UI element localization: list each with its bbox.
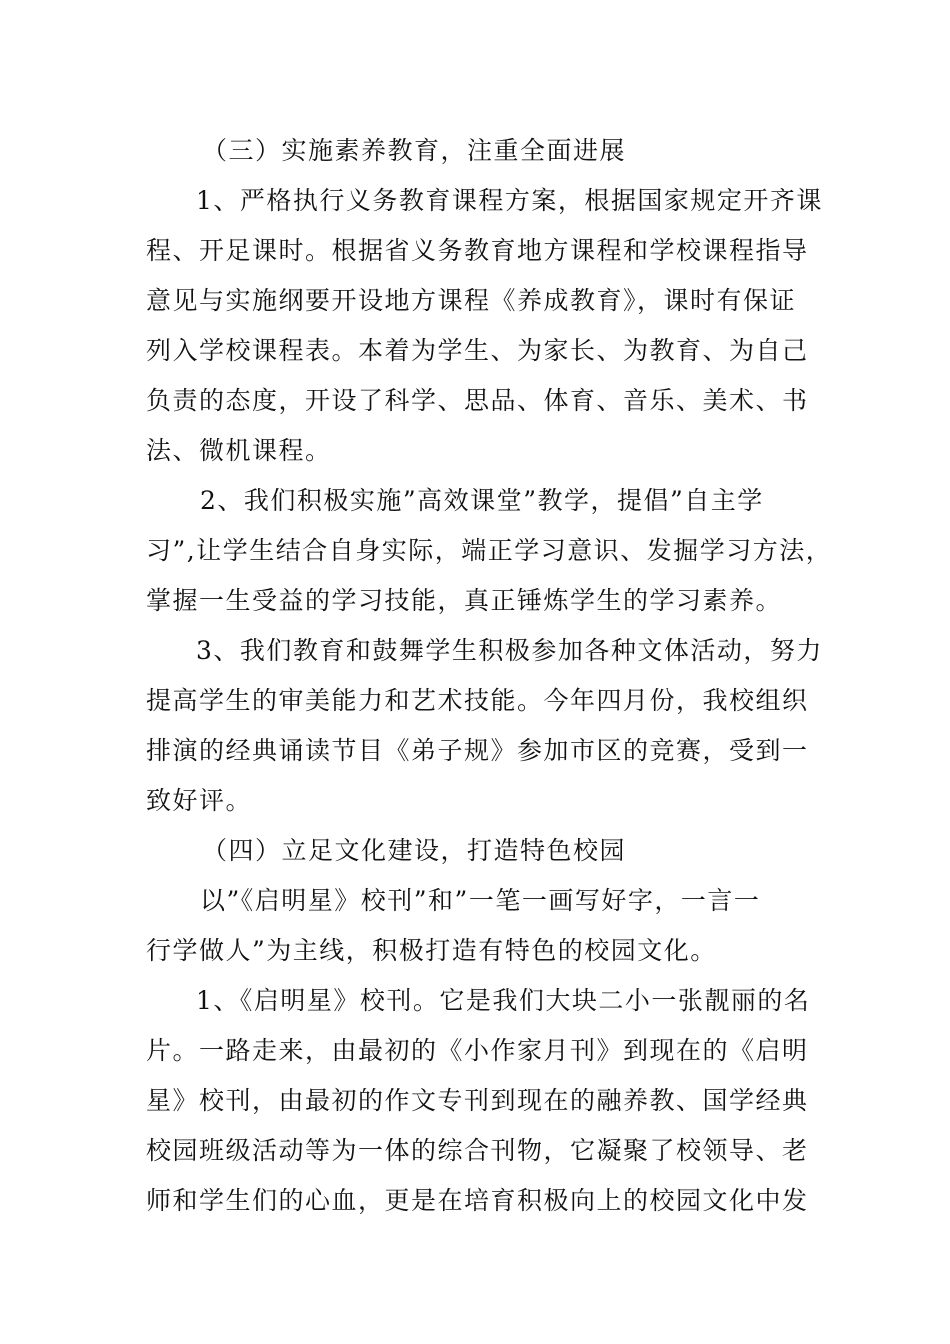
paragraph-line: 师和学生们的心血，更是在培育积极向上的校园文化中发 <box>146 1186 809 1215</box>
paragraph-line: 以”《启明星》校刊”和”一笔一画写好字，一言一 <box>200 886 761 915</box>
paragraph-line: 掌握一生受益的学习技能，真正锤炼学生的学习素养。 <box>146 586 783 615</box>
paragraph-line: 负责的态度，开设了科学、思品、体育、音乐、美术、书 <box>146 386 809 415</box>
paragraph-line: 法、微机课程。 <box>146 436 332 465</box>
paragraph-line: 列入学校课程表。本着为学生、为家长、为教育、为自己 <box>146 336 809 365</box>
paragraph-line: 2、我们积极实施”高效课堂”教学，提倡”自主学 <box>200 486 764 515</box>
paragraph-line: 1、严格执行义务教育课程方案，根据国家规定开齐课 <box>196 186 823 215</box>
paragraph-line: 习”,让学生结合自身实际，端正学习意识、发掘学习方法， <box>146 536 833 565</box>
paragraph-line: 星》校刊，由最初的作文专刊到现在的融养教、国学经典 <box>146 1086 809 1115</box>
paragraph-line: 校园班级活动等为一体的综合刊物，它凝聚了校领导、老 <box>146 1136 809 1165</box>
section-heading-4: （四）立足文化建设，打造特色校园 <box>202 836 627 865</box>
paragraph-line: 致好评。 <box>146 786 253 815</box>
paragraph-line: 行学做人”为主线，积极打造有特色的校园文化。 <box>146 936 717 965</box>
paragraph-line: 意见与实施纲要开设地方课程《养成教育》，课时有保证 <box>146 286 797 315</box>
section-heading-3: （三）实施素养教育，注重全面进展 <box>202 136 627 165</box>
document-body <box>146 126 833 1226</box>
paragraph-line: 3、我们教育和鼓舞学生积极参加各种文体活动，努力 <box>196 636 823 665</box>
paragraph-line: 排演的经典诵读节目《弟子规》参加市区的竞赛，受到一 <box>146 736 809 765</box>
paragraph-line: 1、《启明星》校刊。它是我们大块二小一张靓丽的名 <box>196 986 811 1015</box>
paragraph-line: 程、开足课时。根据省义务教育地方课程和学校课程指导 <box>146 236 809 265</box>
paragraph-line: 提高学生的审美能力和艺术技能。今年四月份，我校组织 <box>146 686 809 715</box>
paragraph-line: 片。一路走来，由最初的《小作家月刊》到现在的《启明 <box>146 1036 809 1065</box>
